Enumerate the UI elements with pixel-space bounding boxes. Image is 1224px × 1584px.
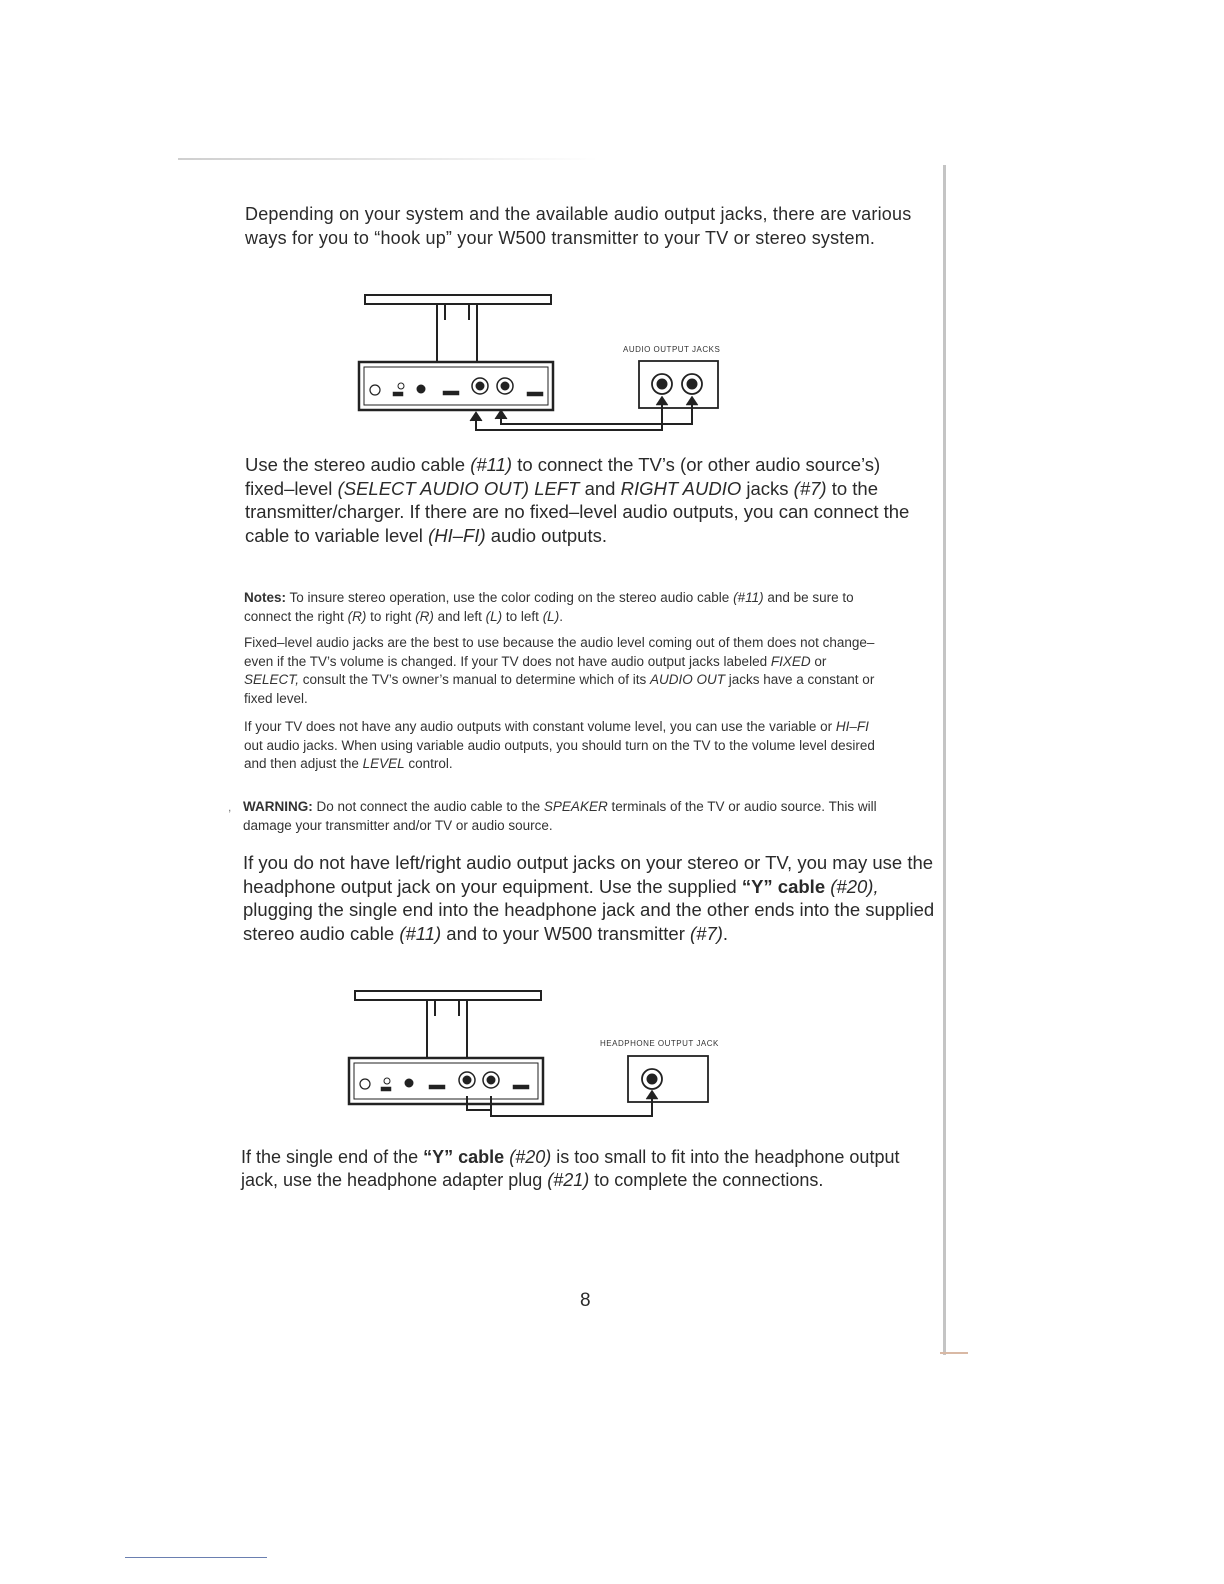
top-rule	[178, 158, 598, 160]
bottom-underline	[125, 1557, 267, 1558]
headphone-output-jack-label: HEADPHONE OUTPUT JACK	[600, 1039, 719, 1048]
warning-margin-mark: ,	[228, 800, 232, 814]
diagram-audio-output-hookup	[355, 288, 745, 438]
diagram-headphone-hookup	[343, 984, 723, 1134]
headphone-hookup-paragraph: If you do not have left/right audio output jacks on your stereo or TV, you may use the headphone output jack on your equipment. Use the supplied “Y” cable (#20), plugging the single end into the headphone jack and the other ends into the supplied stereo audio cable (#11) and to your W500 transmitter (#7).	[243, 852, 935, 944]
page-corner-mark	[940, 1352, 968, 1354]
page-number: 8	[580, 1290, 591, 1311]
audio-output-jacks-label: AUDIO OUTPUT JACKS	[623, 345, 721, 354]
intro-paragraph: Depending on your system and the available audio output jacks, there are various ways for you to “hook up” your W500 transmitter to your TV or stereo system.	[245, 204, 912, 248]
transmitter-base	[349, 1058, 543, 1104]
warning-paragraph: WARNING: Do not connect the audio cable to the SPEAKER terminals of the TV or audio source. This will damage your transmitter and/or TV or audio source.	[243, 799, 877, 833]
transmitter-stand	[427, 1000, 467, 1058]
transmitter-base	[359, 362, 553, 410]
transmitter-antenna-bar	[355, 991, 541, 1000]
note-variable-level-outputs: If your TV does not have any audio outputs with constant volume level, you can use the variable or HI–FI out audio jacks. When using variable audio outputs, you should turn on the TV to the volume level desired and then adjust the LEVEL control.	[244, 719, 875, 771]
transmitter-stand	[437, 304, 477, 362]
hookup-instructions-paragraph: Use the stereo audio cable (#11) to connect the TV’s (or other audio source’s) fixed–level (SELECT AUDIO OUT) LEFT and RIGHT AUDIO jacks (#7) to the transmitter/charger. If there are no fixed–level audio outputs, you can connect the cable to variable level (HI–FI) audio outputs.	[245, 454, 910, 546]
note-stereo-color-coding: Notes: To insure stereo operation, use the color coding on the stereo audio cable (#11) and be sure to connect the right (R) to right (R) and left (L) to left (L).	[244, 590, 854, 624]
page-right-edge	[943, 165, 946, 1355]
note-fixed-level-jacks: Fixed–level audio jacks are the best to use because the audio level coming out of them does not change–even if the TV’s volume is changed. If your TV does not have audio output jacks labeled FIXED or SELECT, consult the TV’s owner’s manual to determine which of its AUDIO OUT jacks have a constant or fixed level.	[244, 635, 875, 706]
audio-output-jacks-box	[639, 361, 718, 408]
headphone-output-jack-box	[628, 1056, 708, 1102]
adapter-plug-paragraph: If the single end of the “Y” cable (#20) is too small to fit into the headphone output jack, use the headphone adapter plug (#21) to complete the connections.	[241, 1147, 900, 1190]
transmitter-antenna-bar	[365, 295, 551, 304]
